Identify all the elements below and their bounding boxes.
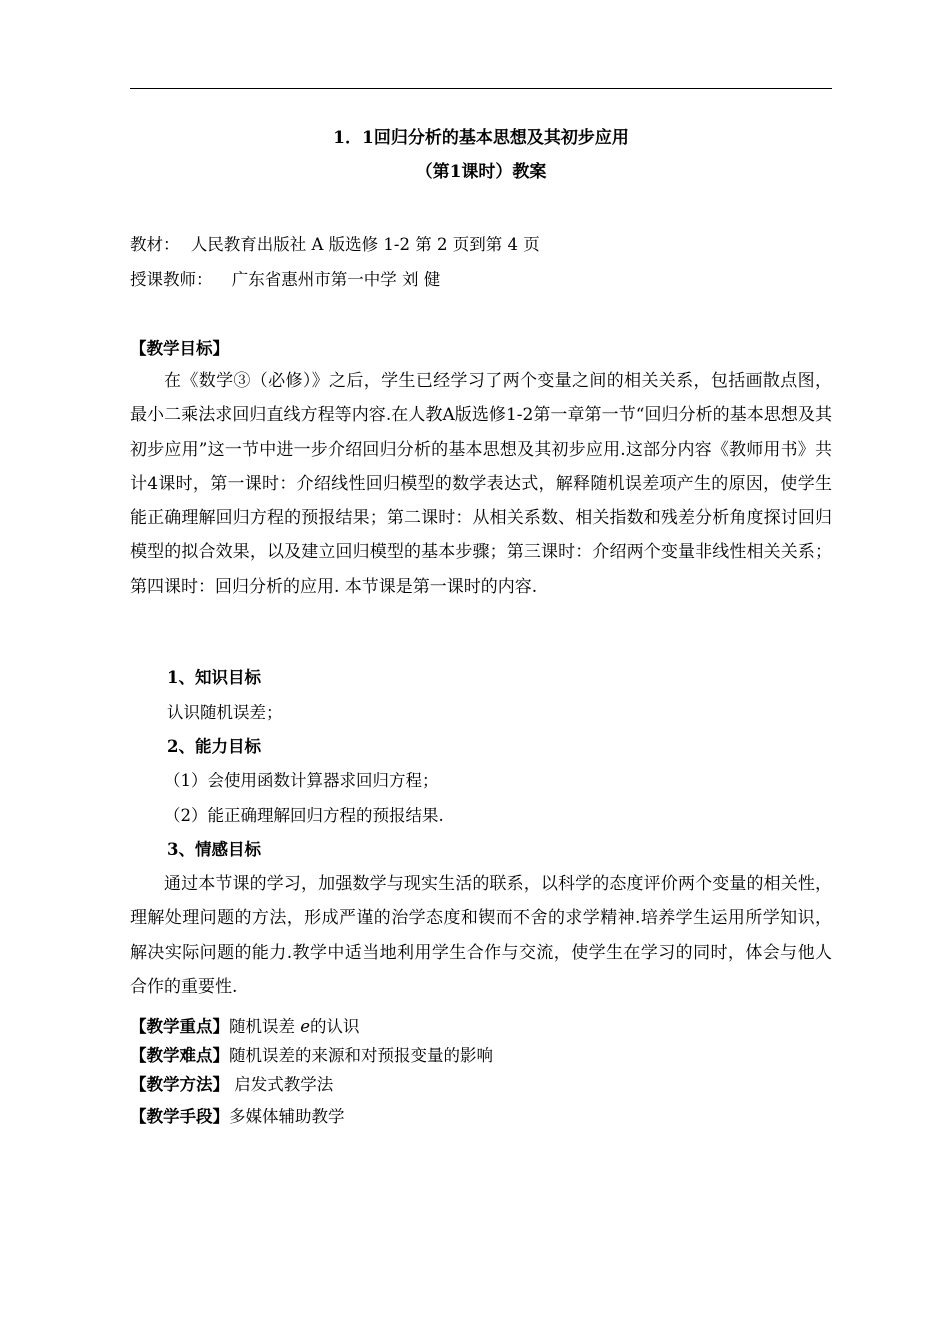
textbook-value: 人民教育出版社 A 版选修 1-2 第 2 页到第 4 页	[190, 235, 540, 254]
means-value: 多媒体辅助教学	[229, 1107, 345, 1126]
method-line	[130, 1073, 333, 1097]
ability-heading: 2、能力目标	[167, 737, 261, 756]
key-point-label: 【教学重点】	[130, 1017, 229, 1036]
objectives-heading: 【教学目标】	[130, 339, 229, 358]
difficulty-line	[130, 1044, 493, 1068]
document-title: 1．1回归分析的基本思想及其初步应用	[333, 128, 629, 148]
emotion-heading: 3、情感目标	[167, 840, 261, 859]
key-point-line	[130, 1015, 360, 1039]
header-rule	[130, 88, 832, 89]
teacher-label: 授课教师：	[130, 270, 213, 289]
means-line	[130, 1105, 345, 1129]
key-point-value-post: 的认识	[310, 1017, 360, 1036]
ability-item-2: （2）能正确理解回归方程的预报结果.	[164, 806, 444, 825]
teacher-value: 广东省惠州市第一中学 刘 健	[231, 270, 441, 289]
key-point-value-pre: 随机误差	[229, 1017, 301, 1036]
knowledge-item: 认识随机误差；	[167, 703, 283, 722]
difficulty-label: 【教学难点】	[130, 1046, 229, 1065]
method-label: 【教学方法】	[130, 1075, 229, 1094]
knowledge-heading: 1、知识目标	[167, 668, 261, 687]
textbook-label: 教材：	[130, 235, 180, 254]
method-value: 启发式教学法	[229, 1075, 334, 1094]
textbook-line	[130, 233, 540, 257]
document-subtitle: （第1课时）教案	[415, 162, 547, 182]
objectives-intro: 在《数学③（必修）》之后，学生已经学习了两个变量之间的相关关系，包括画散点图，最小二乘法求回归直线方程等内容.在人教A版选修1-2第一章第一节“回归分析的基本思想及其初步应用”这一节中进一步介绍回归分析的基本思想及其初步应用.这部分内容《教师用书》共计4课时，第一课时：介绍线性回归模型的数学表达式，解释随机误差项产生的原因，使学生能正确理解回归方程的预报结果；第二课时：从相关系数、相关指数和残差分析角度探讨回归模型的拟合效果，以及建立回归模型的基本步骤；第三课时：介绍两个变量非线性相关关系；第四课时：回归分析的应用. 本节课是第一课时的内容.	[130, 371, 832, 597]
means-label: 【教学手段】	[130, 1107, 229, 1126]
difficulty-value: 随机误差的来源和对预报变量的影响	[229, 1046, 493, 1065]
emotion-text: 通过本节课的学习，加强数学与现实生活的联系，以科学的态度评价两个变量的相关性，理解处理问题的方法，形成严谨的治学态度和锲而不舍的求学精神.培养学生运用所学知识，解决实际问题的能力.教学中适当地利用学生合作与交流，使学生在学习的同时，体会与他人合作的重要性.	[130, 874, 832, 997]
key-point-variable: e	[300, 1017, 311, 1036]
teacher-line	[130, 268, 440, 292]
ability-item-1: （1）会使用函数计算器求回归方程；	[164, 771, 439, 790]
